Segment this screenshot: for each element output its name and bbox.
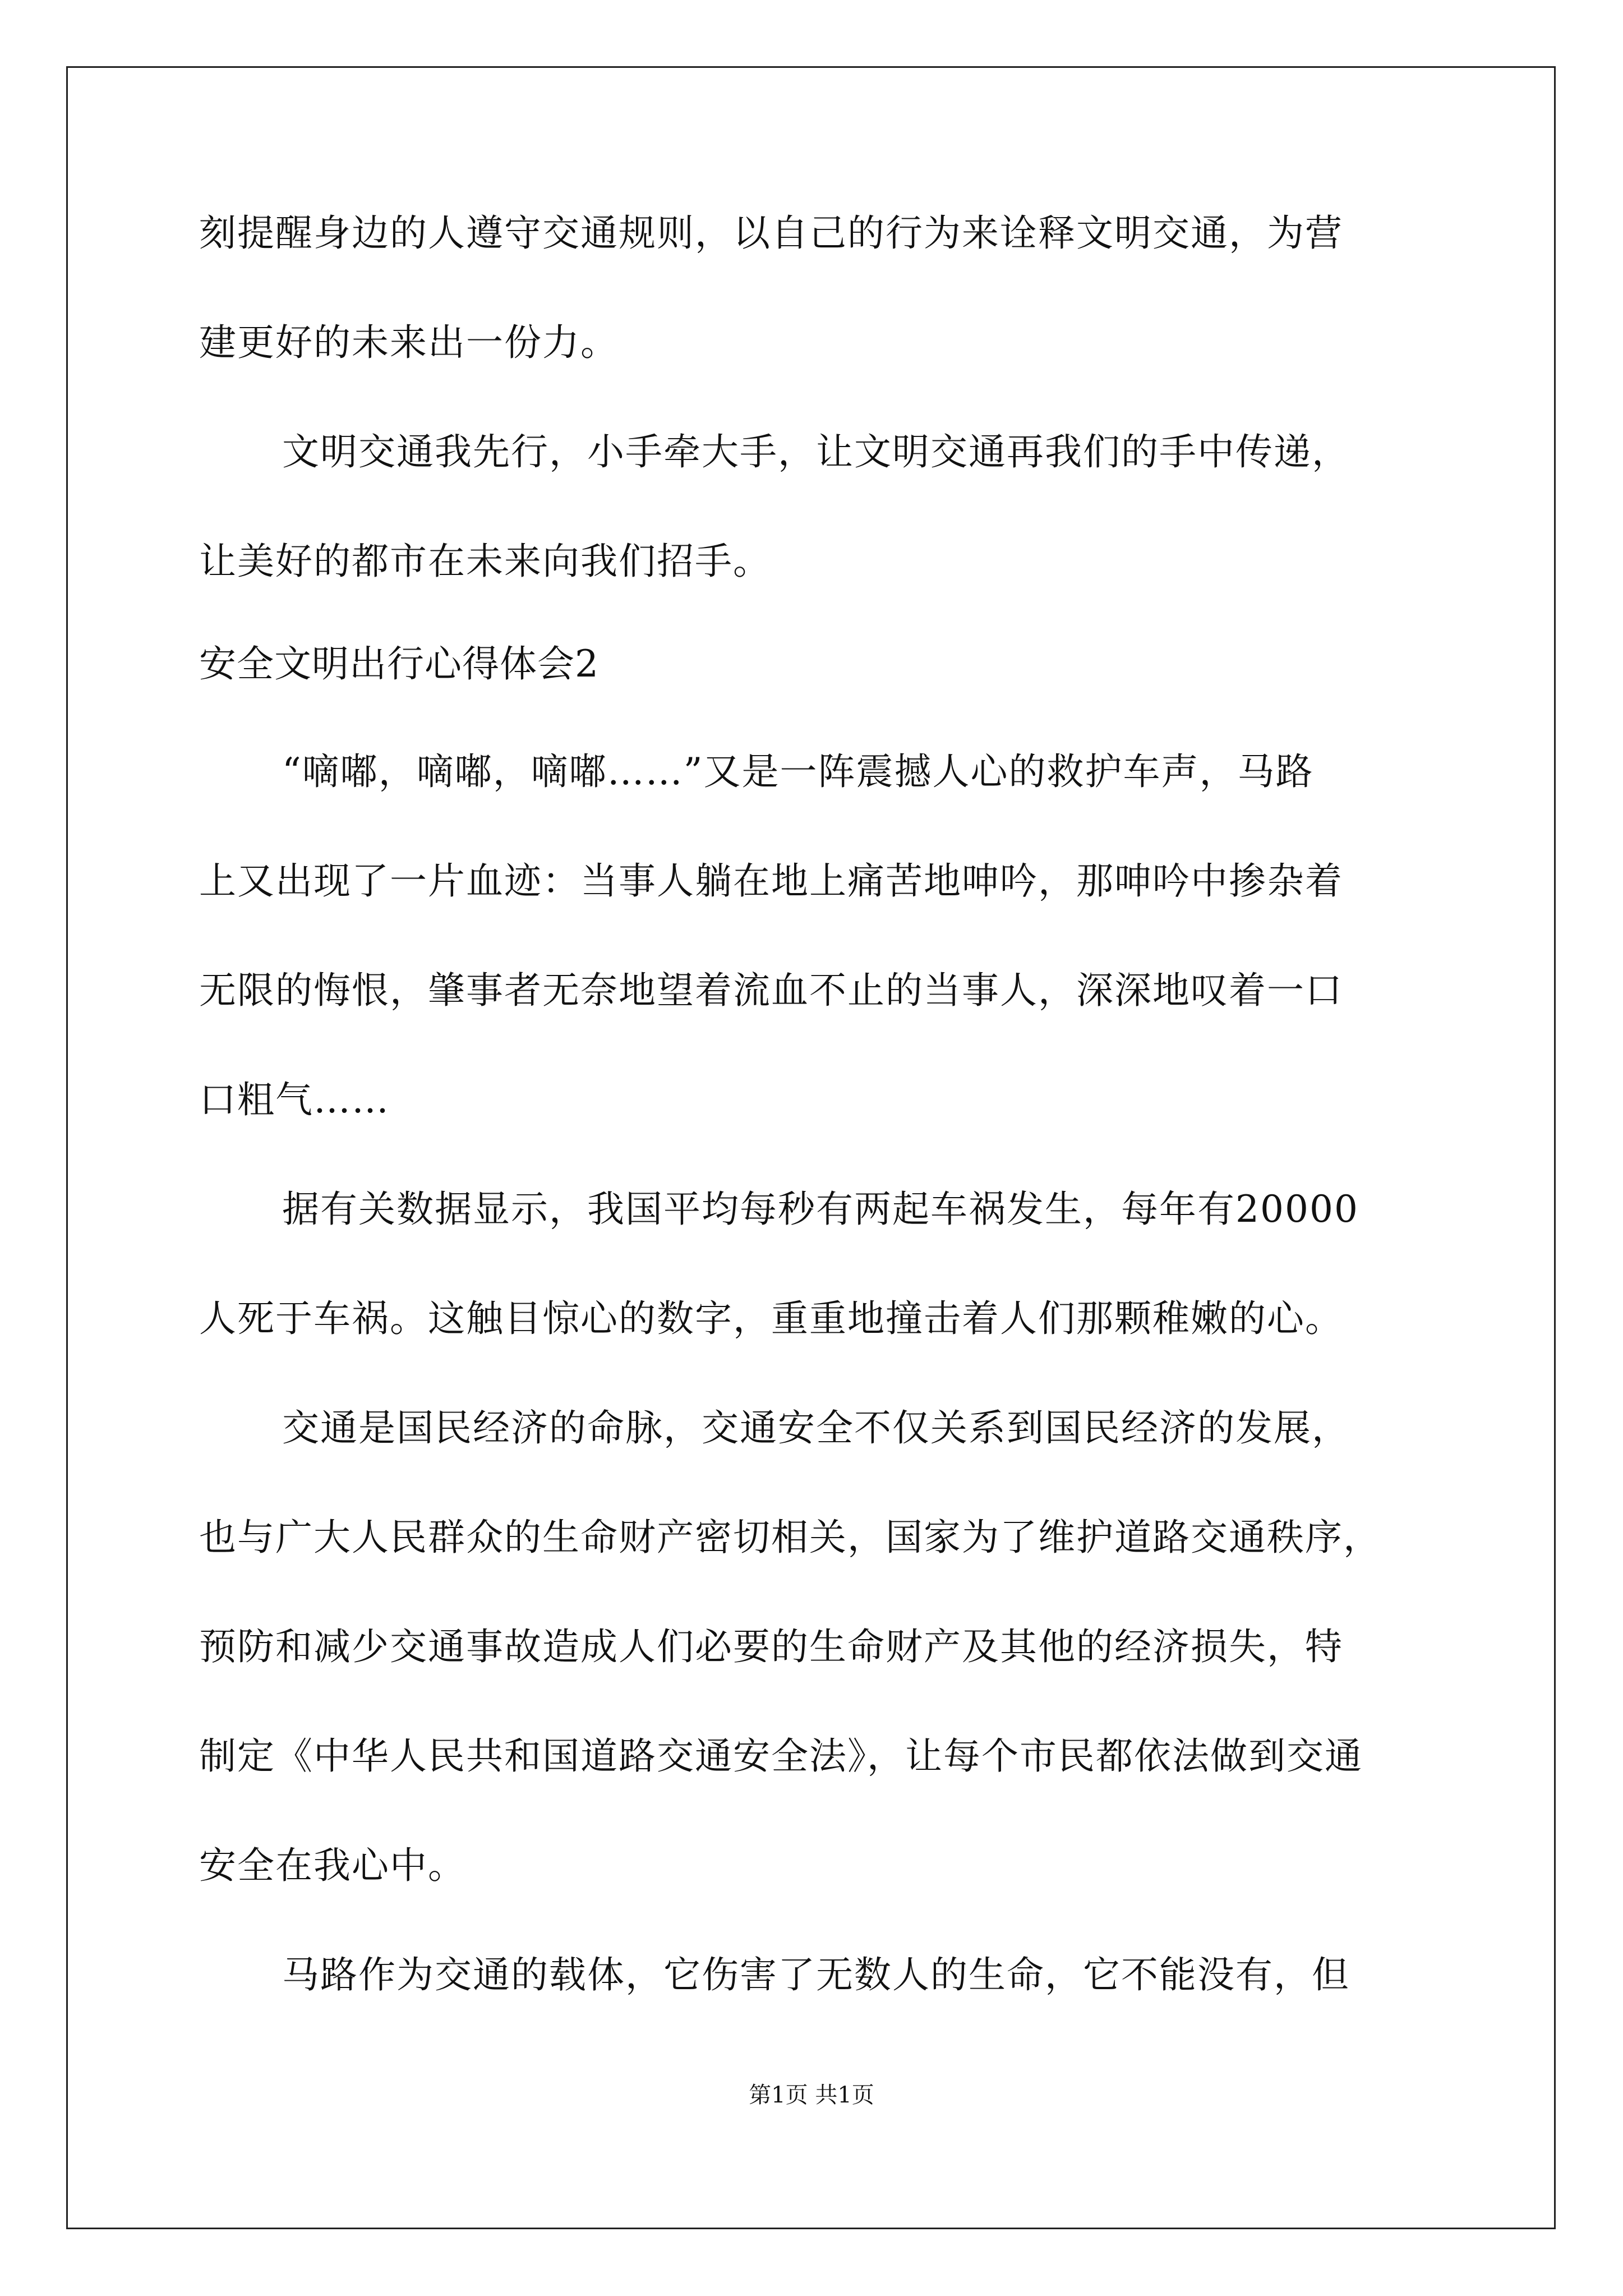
text-line: 马路作为交通的载体，它伤害了无数人的生命，它不能没有，但 [282, 1953, 1350, 1996]
text-line: 上又出现了一片血迹：当事人躺在地上痛苦地呻吟，那呻吟中掺杂着 [199, 859, 1343, 903]
text-line: 制定《中华人民共和国道路交通安全法》，让每个市民都依法做到交通 [199, 1734, 1363, 1778]
text-line: 预防和减少交通事故造成人们必要的生命财产及其他的经济损失，特 [199, 1625, 1343, 1668]
text-line: 无限的悔恨，肇事者无奈地望着流血不止的当事人，深深地叹着一口 [199, 969, 1343, 1012]
text-line: 让美好的都市在未来向我们招手。 [199, 540, 771, 583]
section-heading: 安全文明出行心得体会2 [199, 642, 599, 685]
text-line: 建更好的未来出一份力。 [199, 321, 619, 364]
text-line: 也与广大人民群众的生命财产密切相关，国家为了维护道路交通秩序， [199, 1516, 1381, 1559]
page-border [66, 66, 1556, 2229]
text-line: “嘀嘟，嘀嘟，嘀嘟……”又是一阵震撼人心的救护车声，马路 [282, 750, 1314, 793]
text-line: 口粗气…… [199, 1078, 390, 1121]
text-line: 人死于车祸。这触目惊心的数字，重重地撞击着人们那颗稚嫩的心。 [199, 1297, 1343, 1340]
text-line: 文明交通我先行，小手牵大手，让文明交通再我们的手中传递， [282, 430, 1350, 473]
text-line: 据有关数据显示，我国平均每秒有两起车祸发生，每年有20000 [282, 1188, 1359, 1231]
text-line: 刻提醒身边的人遵守交通规则，以自己的行为来诠释文明交通，为营 [199, 211, 1343, 255]
page-footer: 第1页 共1页 [749, 2082, 874, 2108]
text-line: 安全在我心中。 [199, 1844, 466, 1887]
text-line: 交通是国民经济的命脉，交通安全不仅关系到国民经济的发展， [282, 1406, 1350, 1450]
